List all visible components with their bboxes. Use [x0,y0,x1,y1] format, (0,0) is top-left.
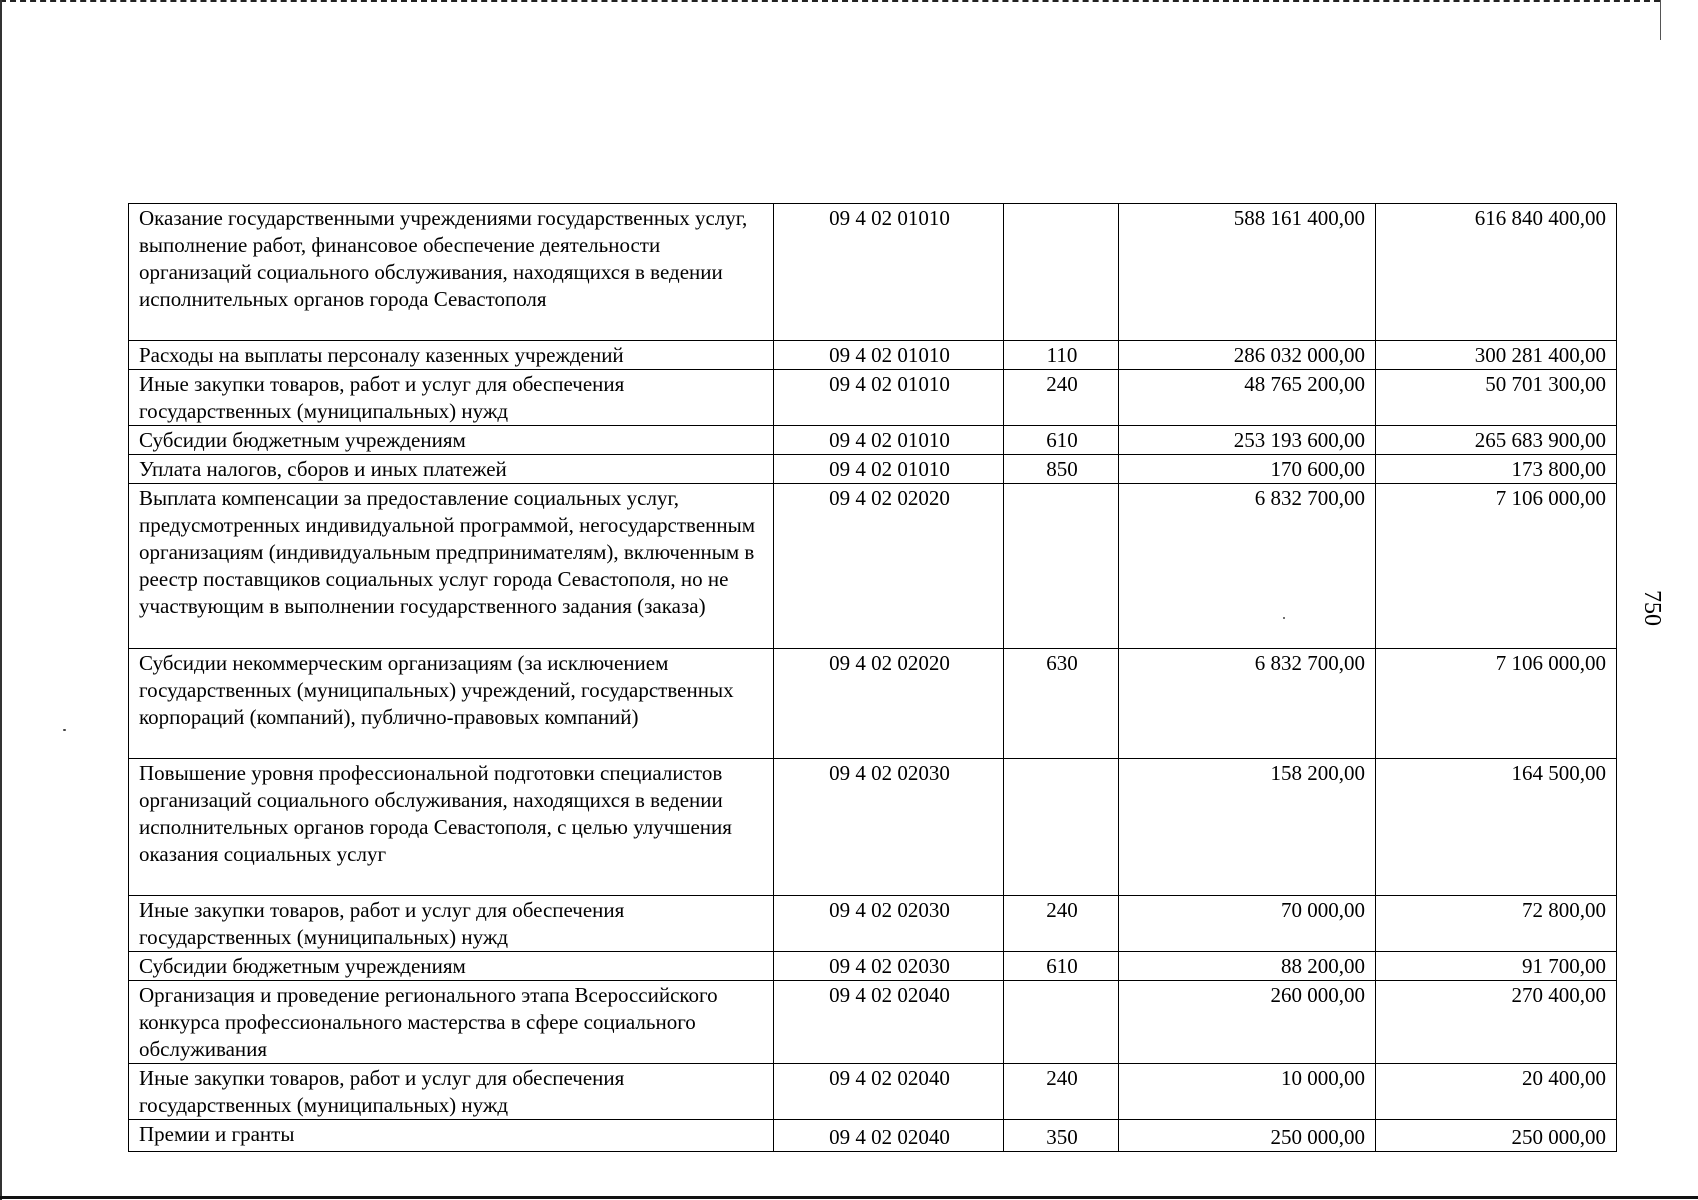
row-type [1004,981,1119,1064]
row-code: 09 4 02 01010 [774,370,1004,426]
row-amount-1: 10 000,00 [1119,1064,1376,1120]
row-code: 09 4 02 01010 [774,455,1004,484]
scan-border-top [0,0,1660,2]
row-name: Оказание государственными учреждениями государственных услуг, выполнение работ, финансовое обеспечение деятельности организаций социального обслуживания, находящихся в ведении исполнительных органов города Севастополя [129,204,774,341]
row-amount-2: 300 281 400,00 [1376,341,1617,370]
scan-border-left [0,0,2,1200]
row-type: 350 [1004,1120,1119,1152]
row-amount-1: 253 193 600,00 [1119,426,1376,455]
row-name: Субсидии бюджетным учреждениям [129,952,774,981]
row-code: 09 4 02 02040 [774,981,1004,1064]
row-type [1004,204,1119,341]
row-amount-2: 173 800,00 [1376,455,1617,484]
table-row [129,1064,1617,1120]
scan-border-right [1660,0,1661,40]
row-type [1004,759,1119,896]
row-code: 09 4 02 02040 [774,1120,1004,1152]
row-amount-1: 6 832 700,00 [1119,484,1376,649]
row-amount-2: 20 400,00 [1376,1064,1617,1120]
row-type: 610 [1004,952,1119,981]
table-row [129,426,1617,455]
row-amount-1: 250 000,00 [1119,1120,1376,1152]
table-row [129,370,1617,426]
row-name: Премии и гранты [129,1120,774,1152]
row-amount-1: 6 832 700,00 [1119,649,1376,759]
table-row [129,204,1617,341]
row-amount-1: 70 000,00 [1119,896,1376,952]
row-name: Выплата компенсации за предоставление социальных услуг, предусмотренных индивидуальной программой, негосударственным организациям (индивидуальным предпринимателям), включенным в реестр поставщиков социальных услуг города Севастополя, но не участвующим в выполнении государственного задания (заказа) [129,484,774,649]
row-type: 110 [1004,341,1119,370]
table-row [129,649,1617,759]
row-code: 09 4 02 02030 [774,896,1004,952]
row-code: 09 4 02 01010 [774,426,1004,455]
row-name: Субсидии некоммерческим организациям (за исключением государственных (муниципальных) учреждений, государственных корпораций (компаний), публично-правовых компаний) [129,649,774,759]
row-amount-1: 260 000,00 [1119,981,1376,1064]
row-amount-1: 286 032 000,00 [1119,341,1376,370]
table-row [129,484,1617,649]
row-amount-2: 72 800,00 [1376,896,1617,952]
row-amount-1: 88 200,00 [1119,952,1376,981]
row-amount-2: 7 106 000,00 [1376,649,1617,759]
row-amount-2: 270 400,00 [1376,981,1617,1064]
row-amount-1: 170 600,00 [1119,455,1376,484]
row-amount-2: 250 000,00 [1376,1120,1617,1152]
row-type: 630 [1004,649,1119,759]
row-code: 09 4 02 02020 [774,649,1004,759]
row-name: Повышение уровня профессиональной подготовки специалистов организаций социального обслуживания, находящихся в ведении исполнительных органов города Севастополя, с целью улучшения оказания социальных услуг [129,759,774,896]
scan-border-bottom [0,1196,1698,1199]
table-row [129,455,1617,484]
row-name: Организация и проведение регионального этапа Всероссийского конкурса профессионального мастерства в сфере социального обслуживания [129,981,774,1064]
row-name: Иные закупки товаров, работ и услуг для обеспечения государственных (муниципальных) нужд [129,1064,774,1120]
page-number: 750 [1639,590,1665,626]
row-type: 850 [1004,455,1119,484]
scan-speck [63,729,66,731]
table-row [129,981,1617,1064]
row-name: Расходы на выплаты персоналу казенных учреждений [129,341,774,370]
row-code: 09 4 02 01010 [774,341,1004,370]
row-code: 09 4 02 02020 [774,484,1004,649]
table-row [129,1120,1617,1152]
row-type: 240 [1004,370,1119,426]
row-type: 240 [1004,1064,1119,1120]
row-type: 610 [1004,426,1119,455]
row-name: Субсидии бюджетным учреждениям [129,426,774,455]
row-amount-2: 164 500,00 [1376,759,1617,896]
row-code: 09 4 02 02030 [774,759,1004,896]
row-name: Иные закупки товаров, работ и услуг для обеспечения государственных (муниципальных) нужд [129,896,774,952]
row-code: 09 4 02 02030 [774,952,1004,981]
row-amount-1: 588 161 400,00 [1119,204,1376,341]
row-amount-2: 616 840 400,00 [1376,204,1617,341]
table-row [129,952,1617,981]
row-amount-1: 158 200,00 [1119,759,1376,896]
row-amount-2: 265 683 900,00 [1376,426,1617,455]
table-row [129,759,1617,896]
row-type [1004,484,1119,649]
row-amount-1: 48 765 200,00 [1119,370,1376,426]
row-code: 09 4 02 02040 [774,1064,1004,1120]
table-row [129,341,1617,370]
row-code: 09 4 02 01010 [774,204,1004,341]
row-name: Уплата налогов, сборов и иных платежей [129,455,774,484]
row-name: Иные закупки товаров, работ и услуг для обеспечения государственных (муниципальных) нужд [129,370,774,426]
row-type: 240 [1004,896,1119,952]
table-row [129,896,1617,952]
row-amount-2: 50 701 300,00 [1376,370,1617,426]
row-amount-2: 7 106 000,00 [1376,484,1617,649]
budget-table [128,203,1617,1152]
row-amount-2: 91 700,00 [1376,952,1617,981]
